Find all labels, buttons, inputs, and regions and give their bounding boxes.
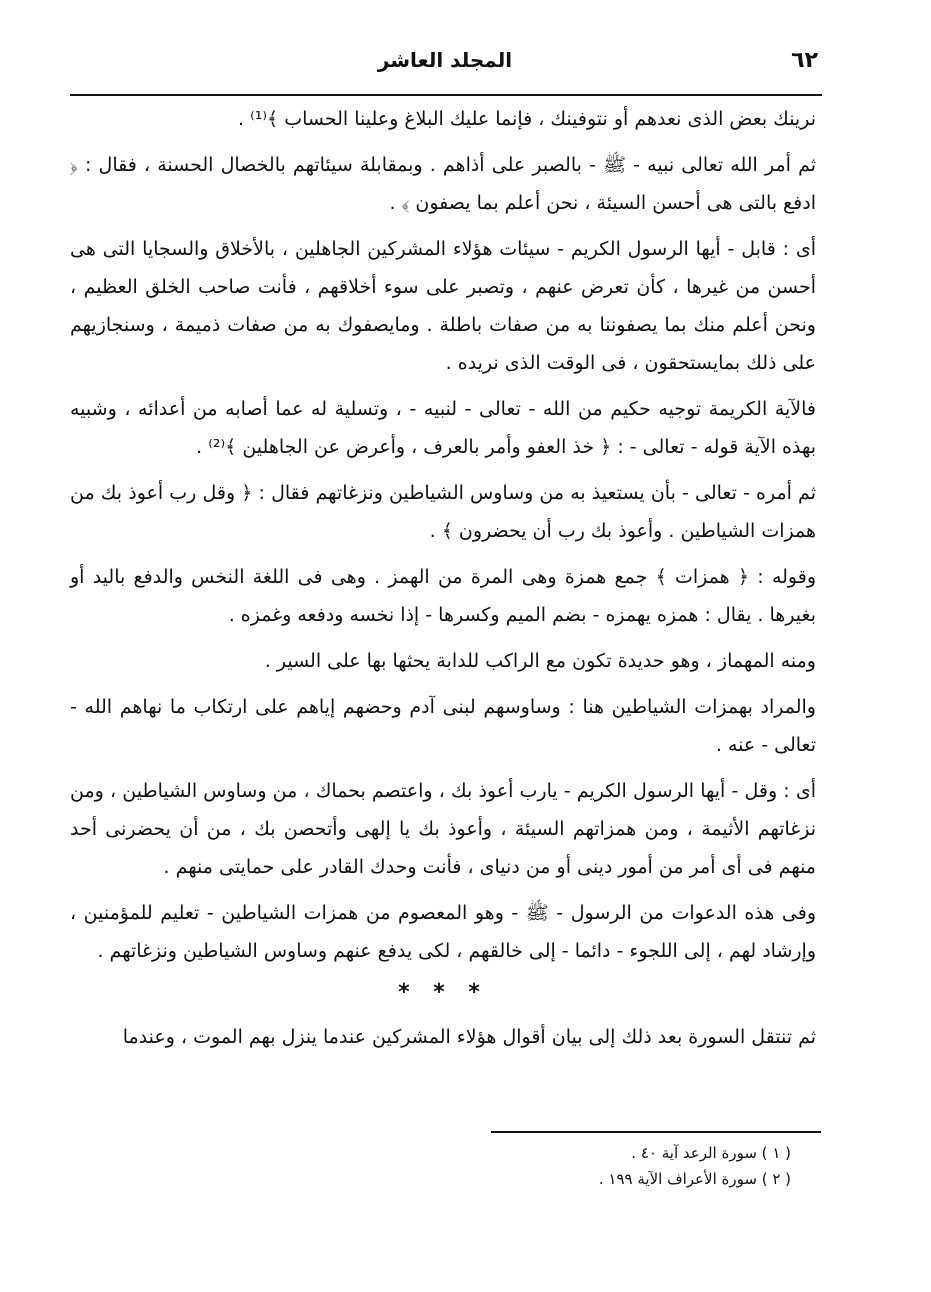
running-title: المجلد العاشر: [377, 48, 513, 72]
body-text: [70, 100, 816, 1064]
header-rule: [70, 94, 822, 96]
paragraph-7: ومنه المهماز ، وهو حديدة تكون مع الراكب للدابة يحثها بها على السير .: [264, 650, 816, 672]
paragraph-3: أى : قابل - أيها الرسول الكريم - سيئات هؤلاء المشركين الجاهلين ، بالأخلاق والسجايا التى هى أحسن من غيرها ، كأن تعرض عنهم ، وتصبر على سوء أخلاقهم ، فأنت صاحب الخلق العظيم ، ونحن أعلم منك بما يصفوننا به من صفات باطلة . ومايصفوك به من صفات ذميمة ، وسنجازيهم على ذلك بمايستحقون ، فى الوقت الذى نريده .: [70, 238, 816, 374]
paragraph-6: وقوله : ﴿ همزات ﴾ جمع همزة وهى المرة من الهمز . وهى فى اللغة النخس والدفع باليد أو بغيرها . يقال : همزه يهمزه - بضم الميم وكسرها - إذا نخسه ودفعه وغمزه .: [70, 566, 816, 626]
paragraph-9: أى : وقل - أيها الرسول الكريم - يارب أعوذ بك ، واعتصم بحماك ، من وساوس الشياطين ، ومن نزغاتهم الأثيمة ، ومن همزاتهم السيئة ، وأعوذ بك يا إلهى وأتحصن بك ، من أن يحضرنى أحد منهم فى أى أمر من أمور دينى أو من دنياى ، فأنت وحدك القادر على حمايتى منهم .: [70, 780, 816, 878]
page-number: ٦٢: [791, 48, 818, 73]
paragraph-4: فالآية الكريمة توجيه حكيم من الله - تعالى - لنبيه - ، وتسلية له عما أصابه من أعدائه ، وشبيه بهذه الآية قوله - تعالى - : ﴿ خذ العفو وأمر بالعرف ، وأعرض عن الجاهلين ﴾⁽²⁾ .: [70, 398, 816, 458]
paragraph-10: وفى هذه الدعوات من الرسول - ﷺ - وهو المعصوم من همزات الشياطين - تعليم للمؤمنين ، وإرشاد لهم ، إلى اللجوء - دائما - إلى خالقهم ، لكى يدفع عنهم وساوس الشياطين ونزغاتهم .: [70, 902, 816, 962]
paragraph-8: والمراد بهمزات الشياطين هنا : وساوسهم لبنى آدم وحضهم إياهم على ارتكاب ما نهاهم الله - تعالى - عنه .: [70, 696, 816, 756]
footnote-rule: [491, 1131, 821, 1133]
final-paragraph: ثم تنتقل السورة بعد ذلك إلى بيان أقوال هؤلاء المشركين عندما ينزل بهم الموت ، وعندما: [122, 1026, 816, 1048]
paragraph-5: ثم أمره - تعالى - بأن يستعيذ به من وساوس الشياطين ونزغاتهم فقال : ﴿ وقل رب أعوذ بك من همزات الشياطين . وأعوذ بك رب أن يحضرون ﴾ .: [70, 482, 816, 542]
footnotes: [291, 1140, 791, 1192]
paragraph-1: نرينك بعض الذى نعدهم أو نتوفينك ، فإنما عليك البلاغ وعلينا الحساب ﴾⁽¹⁾ .: [238, 108, 816, 130]
footnote-2: ( ٢ ) سورة الأعراف الآية ١٩٩ .: [598, 1170, 791, 1188]
page-header: [70, 44, 820, 84]
footnote-1: ( ١ ) سورة الرعد آية ٤٠ .: [631, 1144, 791, 1162]
section-separator: * * *: [398, 980, 488, 1005]
paragraph-2: ثم أمر الله تعالى نبيه - ﷺ - بالصبر على أذاهم . وبمقابلة سيئاتهم بالخصال الحسنة ، فقال : ﴿ ادفع بالتى هى أحسن السيئة ، نحن أعلم بما يصفون ﴾ .: [70, 154, 816, 214]
